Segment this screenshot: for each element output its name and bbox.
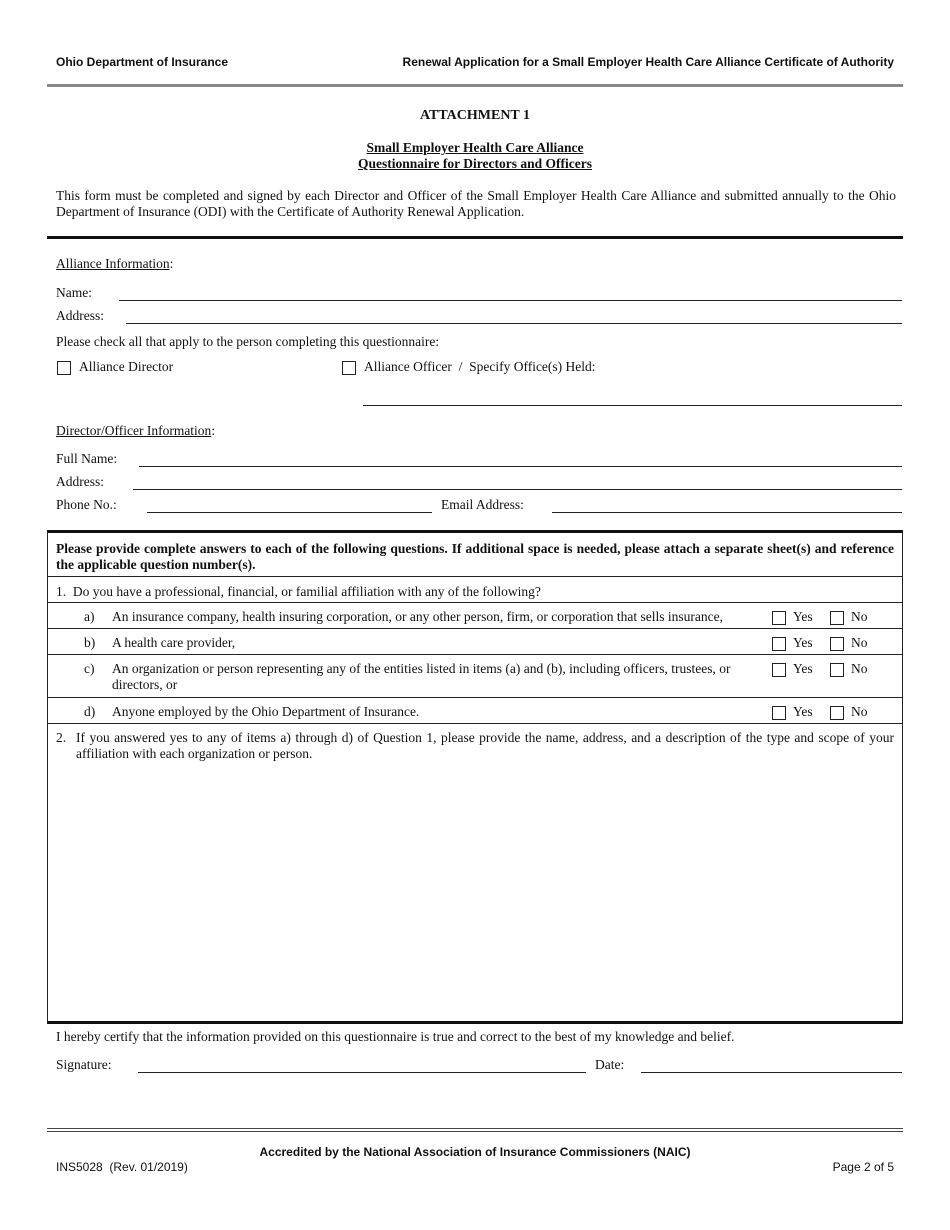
officer-address-label: Address: <box>56 474 104 489</box>
row-divider <box>48 697 902 698</box>
row-divider <box>48 654 902 655</box>
email-field[interactable] <box>552 512 902 513</box>
signature-field[interactable] <box>138 1072 586 1073</box>
footer-rule-bottom <box>47 1131 903 1132</box>
footer-accreditation: Accredited by the National Association of Insurance Commissioners (NAIC) <box>259 1145 691 1159</box>
phone-field[interactable] <box>147 512 432 513</box>
header-rule <box>47 84 903 87</box>
email-label: Email Address: <box>441 497 524 512</box>
question-1: 1. Do you have a professional, financial, or familial affiliation with any of the following? <box>56 584 541 599</box>
header-agency: Ohio Department of Insurance <box>56 55 229 69</box>
row-divider <box>48 576 902 577</box>
alliance-director-checkbox[interactable] <box>57 361 71 375</box>
alliance-officer-checkbox[interactable] <box>342 361 356 375</box>
title-line-2: Questionnaire for Directors and Officers <box>358 156 592 171</box>
question-2-text: If you answered yes to any of items a) through d) of Question 1, please provide the name, address, and a description of the type and scope of your affiliation with each organization or person. <box>76 730 894 761</box>
alliance-officer-label: Alliance Officer / Specify Office(s) Held: <box>364 359 596 374</box>
item-d-no-checkbox[interactable] <box>830 706 844 720</box>
row-divider <box>48 602 902 603</box>
signature-label: Signature: <box>56 1057 112 1072</box>
date-field[interactable] <box>641 1072 902 1073</box>
questions-box <box>47 530 903 1024</box>
section-divider <box>47 236 903 239</box>
yes-label: Yes <box>793 635 813 650</box>
row-divider <box>48 723 902 724</box>
certification-statement: I hereby certify that the information provided on this questionnaire is true and correct to the best of my knowledge and belief. <box>56 1029 735 1044</box>
yes-label: Yes <box>793 609 813 624</box>
alliance-name-field[interactable] <box>119 300 902 301</box>
check-instruction: Please check all that apply to the person completing this questionnaire: <box>56 334 440 349</box>
item-b-letter: b) <box>84 635 96 650</box>
phone-label: Phone No.: <box>56 497 117 512</box>
item-a-no-checkbox[interactable] <box>830 611 844 625</box>
footer-form-id: INS5028 (Rev. 01/2019) <box>56 1160 188 1174</box>
footer-rule-top <box>47 1128 903 1129</box>
footer-page-number: Page 2 of 5 <box>832 1160 894 1174</box>
yes-label: Yes <box>793 661 813 676</box>
item-b-no-checkbox[interactable] <box>830 637 844 651</box>
no-label: No <box>851 635 868 650</box>
office-held-field[interactable] <box>363 405 902 406</box>
item-c-no-checkbox[interactable] <box>830 663 844 677</box>
attachment-heading: ATTACHMENT 1 <box>419 108 531 123</box>
questions-instruction: Please provide complete answers to each of the following questions. If additional space is needed, please attach a separate sheet(s) and reference the applicable question number(s). <box>56 541 894 572</box>
header-form-title: Renewal Application for a Small Employer Health Care Alliance Certificate of Authority <box>402 55 894 69</box>
row-divider <box>48 628 902 629</box>
full-name-field[interactable] <box>139 466 902 467</box>
item-d-letter: d) <box>84 704 96 719</box>
item-c-letter: c) <box>84 661 95 676</box>
no-label: No <box>851 661 868 676</box>
item-c-yes-checkbox[interactable] <box>772 663 786 677</box>
alliance-address-label: Address: <box>56 308 104 323</box>
yes-label: Yes <box>793 704 813 719</box>
item-d-text: Anyone employed by the Ohio Department of Insurance. <box>112 704 420 719</box>
no-label: No <box>851 704 868 719</box>
alliance-director-label: Alliance Director <box>79 359 174 374</box>
alliance-heading: Alliance Information: <box>56 256 174 271</box>
title-line-1: Small Employer Health Care Alliance <box>366 140 584 155</box>
item-a-text: An insurance company, health insuring corporation, or any other person, firm, or corporation that sells insurance, <box>112 609 723 624</box>
officer-address-field[interactable] <box>133 489 902 490</box>
item-a-letter: a) <box>84 609 95 624</box>
officer-info-heading: Director/Officer Information: <box>56 423 216 438</box>
item-a-yes-checkbox[interactable] <box>772 611 786 625</box>
full-name-label: Full Name: <box>56 451 118 466</box>
item-b-yes-checkbox[interactable] <box>772 637 786 651</box>
alliance-name-label: Name: <box>56 285 92 300</box>
question-2-number: 2. <box>56 730 67 745</box>
no-label: No <box>851 609 868 624</box>
item-b-text: A health care provider, <box>112 635 236 650</box>
intro-paragraph: This form must be completed and signed by each Director and Officer of the Small Employer Health Care Alliance and submitted annually to the Ohio Department of Insurance (ODI) with the Certificate of Authority Renewal Application. <box>56 188 896 219</box>
item-d-yes-checkbox[interactable] <box>772 706 786 720</box>
date-label: Date: <box>595 1057 625 1072</box>
alliance-address-field[interactable] <box>126 323 902 324</box>
item-c-text: An organization or person representing any of the entities listed in items (a) and (b), including officers, trustees, or directors, or <box>112 661 731 692</box>
question-2-answer-area[interactable] <box>56 773 894 1013</box>
